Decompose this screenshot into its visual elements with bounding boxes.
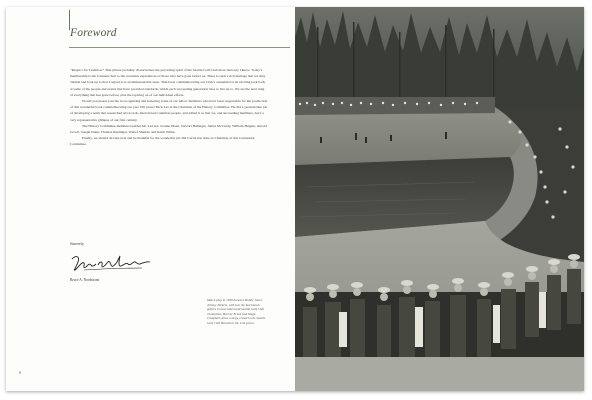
closing-salutation: Sincerely, bbox=[70, 242, 85, 246]
handwritten-signature bbox=[70, 253, 152, 275]
title-horizontal-rule bbox=[69, 47, 290, 48]
book-spread bbox=[6, 7, 584, 391]
golf-crowd-photo bbox=[295, 7, 584, 391]
foreword-paragraph: Would you please join me in recognizing and honoring some of our fellow members who have been responsible for the production of this wonderful book commemorating our past 100 years? Dick Lea is the Chairman of the History Committee. He did a yeoman-like job of developing a team that researched all records, interviewed countless people, and edited it so that we, and succeeding members, have a very representative glimpse of our first century. bbox=[70, 99, 268, 122]
foreword-body bbox=[70, 67, 268, 148]
page-title: Foreword bbox=[70, 27, 117, 39]
foreword-paragraph: “Respect for Tradition.” This phrase probably characterizes the pervading spirit of the Seattle Golf Club more than any I know. Today’s membership is the fortunate heir to the countless experiences of those who have gone before us. There is such a rich heritage that we may cherish and look up to that I regard it as an immeasurable asset. This book commemorating our Club’s centennial is an exciting look back at some of the people and events that have provided standards, which each succeeding generation tries to live up to. We are the next rung of everything that has gone before, plus the layering on of our individual efforts. bbox=[70, 68, 266, 97]
page-number: 6 bbox=[19, 371, 21, 375]
signer-name: Bruce A. Nordstrom bbox=[70, 278, 100, 282]
left-page bbox=[6, 7, 295, 391]
photo-caption: Match play in 1936 between Bobby Jones, Johnny Nickels, with two the last known golfers to have taken and Seattle Golf Club champions, Harvey Ermst and Stapp Campbell, draw a large crowd to the Seattle Golf Club Hawaii to the 11th green. bbox=[207, 298, 266, 325]
foreword-paragraph: Finally, we should all take note and be thankful for the wonderful job Jim Currie has done as Chairman of this Centennial Committee. bbox=[70, 136, 255, 147]
foreword-paragraph: The History Committee members besides Mr. Lea are: Joanne Olsen, Stewart Ballinger, James McCurdy, William Huppin, Arnold Gowlt, Joseph Dunn, Thomas Riedinger, Walter Shields, and Keith White. bbox=[70, 123, 267, 135]
